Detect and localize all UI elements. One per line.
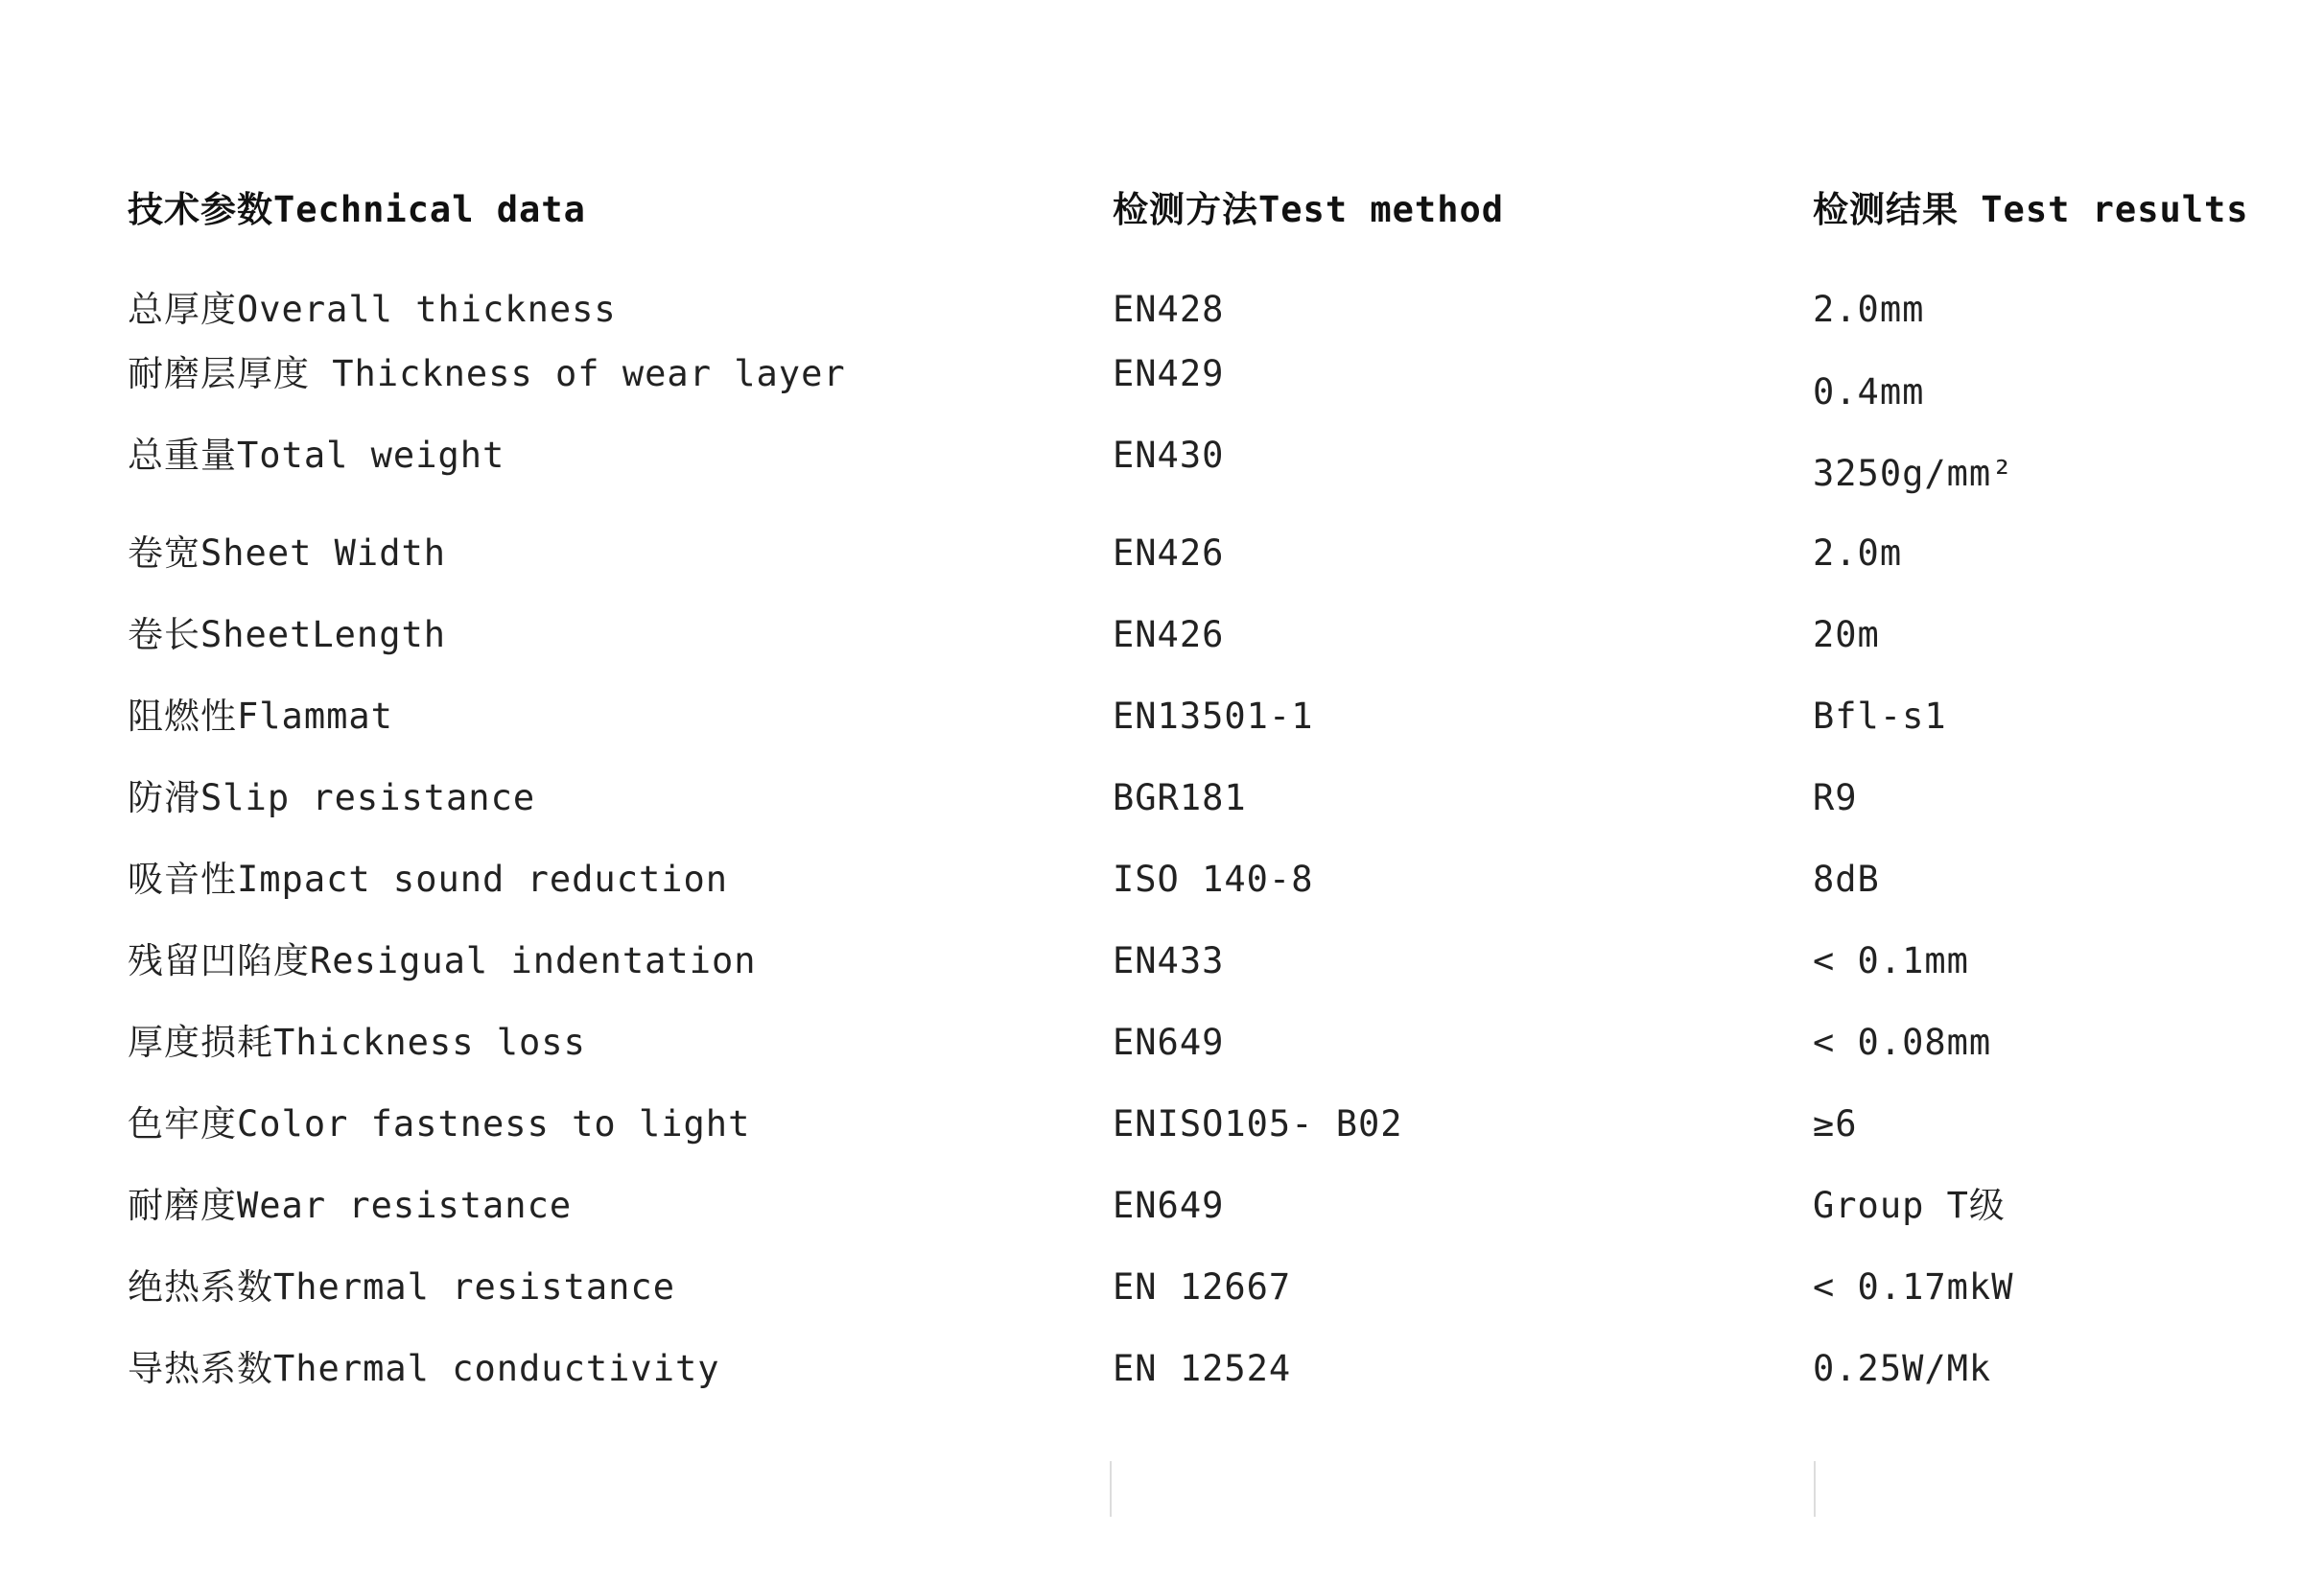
param-total-weight: 总重量Total weight xyxy=(128,435,505,476)
method-thermal-resistance: EN 12667 xyxy=(1113,1266,1292,1308)
result-color-fastness: ≥6 xyxy=(1813,1103,1858,1145)
column-divider xyxy=(1110,1461,1112,1517)
param-overall-thickness: 总厚度Overall thickness xyxy=(128,289,617,330)
param-impact-sound-reduction: 吸音性Impact sound reduction xyxy=(128,859,729,900)
header-test-method: 检测方法Test method xyxy=(1113,189,1505,230)
param-flammability: 阻燃性Flammat xyxy=(128,696,393,737)
result-slip-resistance: R9 xyxy=(1813,777,1858,818)
result-thermal-conductivity: 0.25W/Mk xyxy=(1813,1348,1992,1389)
method-total-weight: EN430 xyxy=(1113,435,1225,476)
method-thermal-conductivity: EN 12524 xyxy=(1113,1348,1292,1389)
param-slip-resistance: 防滑Slip resistance xyxy=(128,777,536,818)
header-test-results: 检测结果 Test results xyxy=(1813,189,2249,230)
method-impact-sound-reduction: ISO 140-8 xyxy=(1113,859,1314,900)
result-thermal-resistance: < 0.17mkW xyxy=(1813,1266,2014,1308)
param-thermal-resistance: 绝热系数Thermal resistance xyxy=(128,1266,675,1308)
header-technical-data: 技术参数Technical data xyxy=(128,189,586,230)
result-impact-sound-reduction: 8dB xyxy=(1813,859,1880,900)
column-divider xyxy=(1814,1461,1816,1517)
result-thickness-loss: < 0.08mm xyxy=(1813,1022,1992,1063)
method-wear-resistance: EN649 xyxy=(1113,1185,1225,1226)
param-sheet-length: 卷长SheetLength xyxy=(128,614,447,655)
result-wear-resistance: Group T级 xyxy=(1813,1185,2006,1226)
param-color-fastness: 色牢度Color fastness to light xyxy=(128,1103,751,1145)
param-residual-indentation: 残留凹陷度Resigual indentation xyxy=(128,940,757,981)
result-wear-layer-thickness: 0.4mm xyxy=(1813,371,1925,413)
result-flammability: Bfl-s1 xyxy=(1813,696,1947,737)
param-thickness-loss: 厚度损耗Thickness loss xyxy=(128,1022,586,1063)
result-residual-indentation: < 0.1mm xyxy=(1813,940,1969,981)
param-wear-layer-thickness: 耐磨层厚度 Thickness of wear layer xyxy=(128,353,846,394)
method-color-fastness: ENISO105- B02 xyxy=(1113,1103,1403,1145)
param-sheet-width: 卷宽Sheet Width xyxy=(128,532,447,574)
method-slip-resistance: BGR181 xyxy=(1113,777,1247,818)
result-total-weight: 3250g/mm² xyxy=(1813,453,2014,494)
method-thickness-loss: EN649 xyxy=(1113,1022,1225,1063)
method-residual-indentation: EN433 xyxy=(1113,940,1225,981)
param-wear-resistance: 耐磨度Wear resistance xyxy=(128,1185,573,1226)
method-overall-thickness: EN428 xyxy=(1113,289,1225,330)
method-wear-layer-thickness: EN429 xyxy=(1113,353,1225,394)
param-thermal-conductivity: 导热系数Thermal conductivity xyxy=(128,1348,720,1389)
result-sheet-length: 20m xyxy=(1813,614,1880,655)
result-overall-thickness: 2.0mm xyxy=(1813,289,1925,330)
method-sheet-length: EN426 xyxy=(1113,614,1225,655)
method-sheet-width: EN426 xyxy=(1113,532,1225,574)
result-sheet-width: 2.0m xyxy=(1813,532,1903,574)
method-flammability: EN13501-1 xyxy=(1113,696,1314,737)
